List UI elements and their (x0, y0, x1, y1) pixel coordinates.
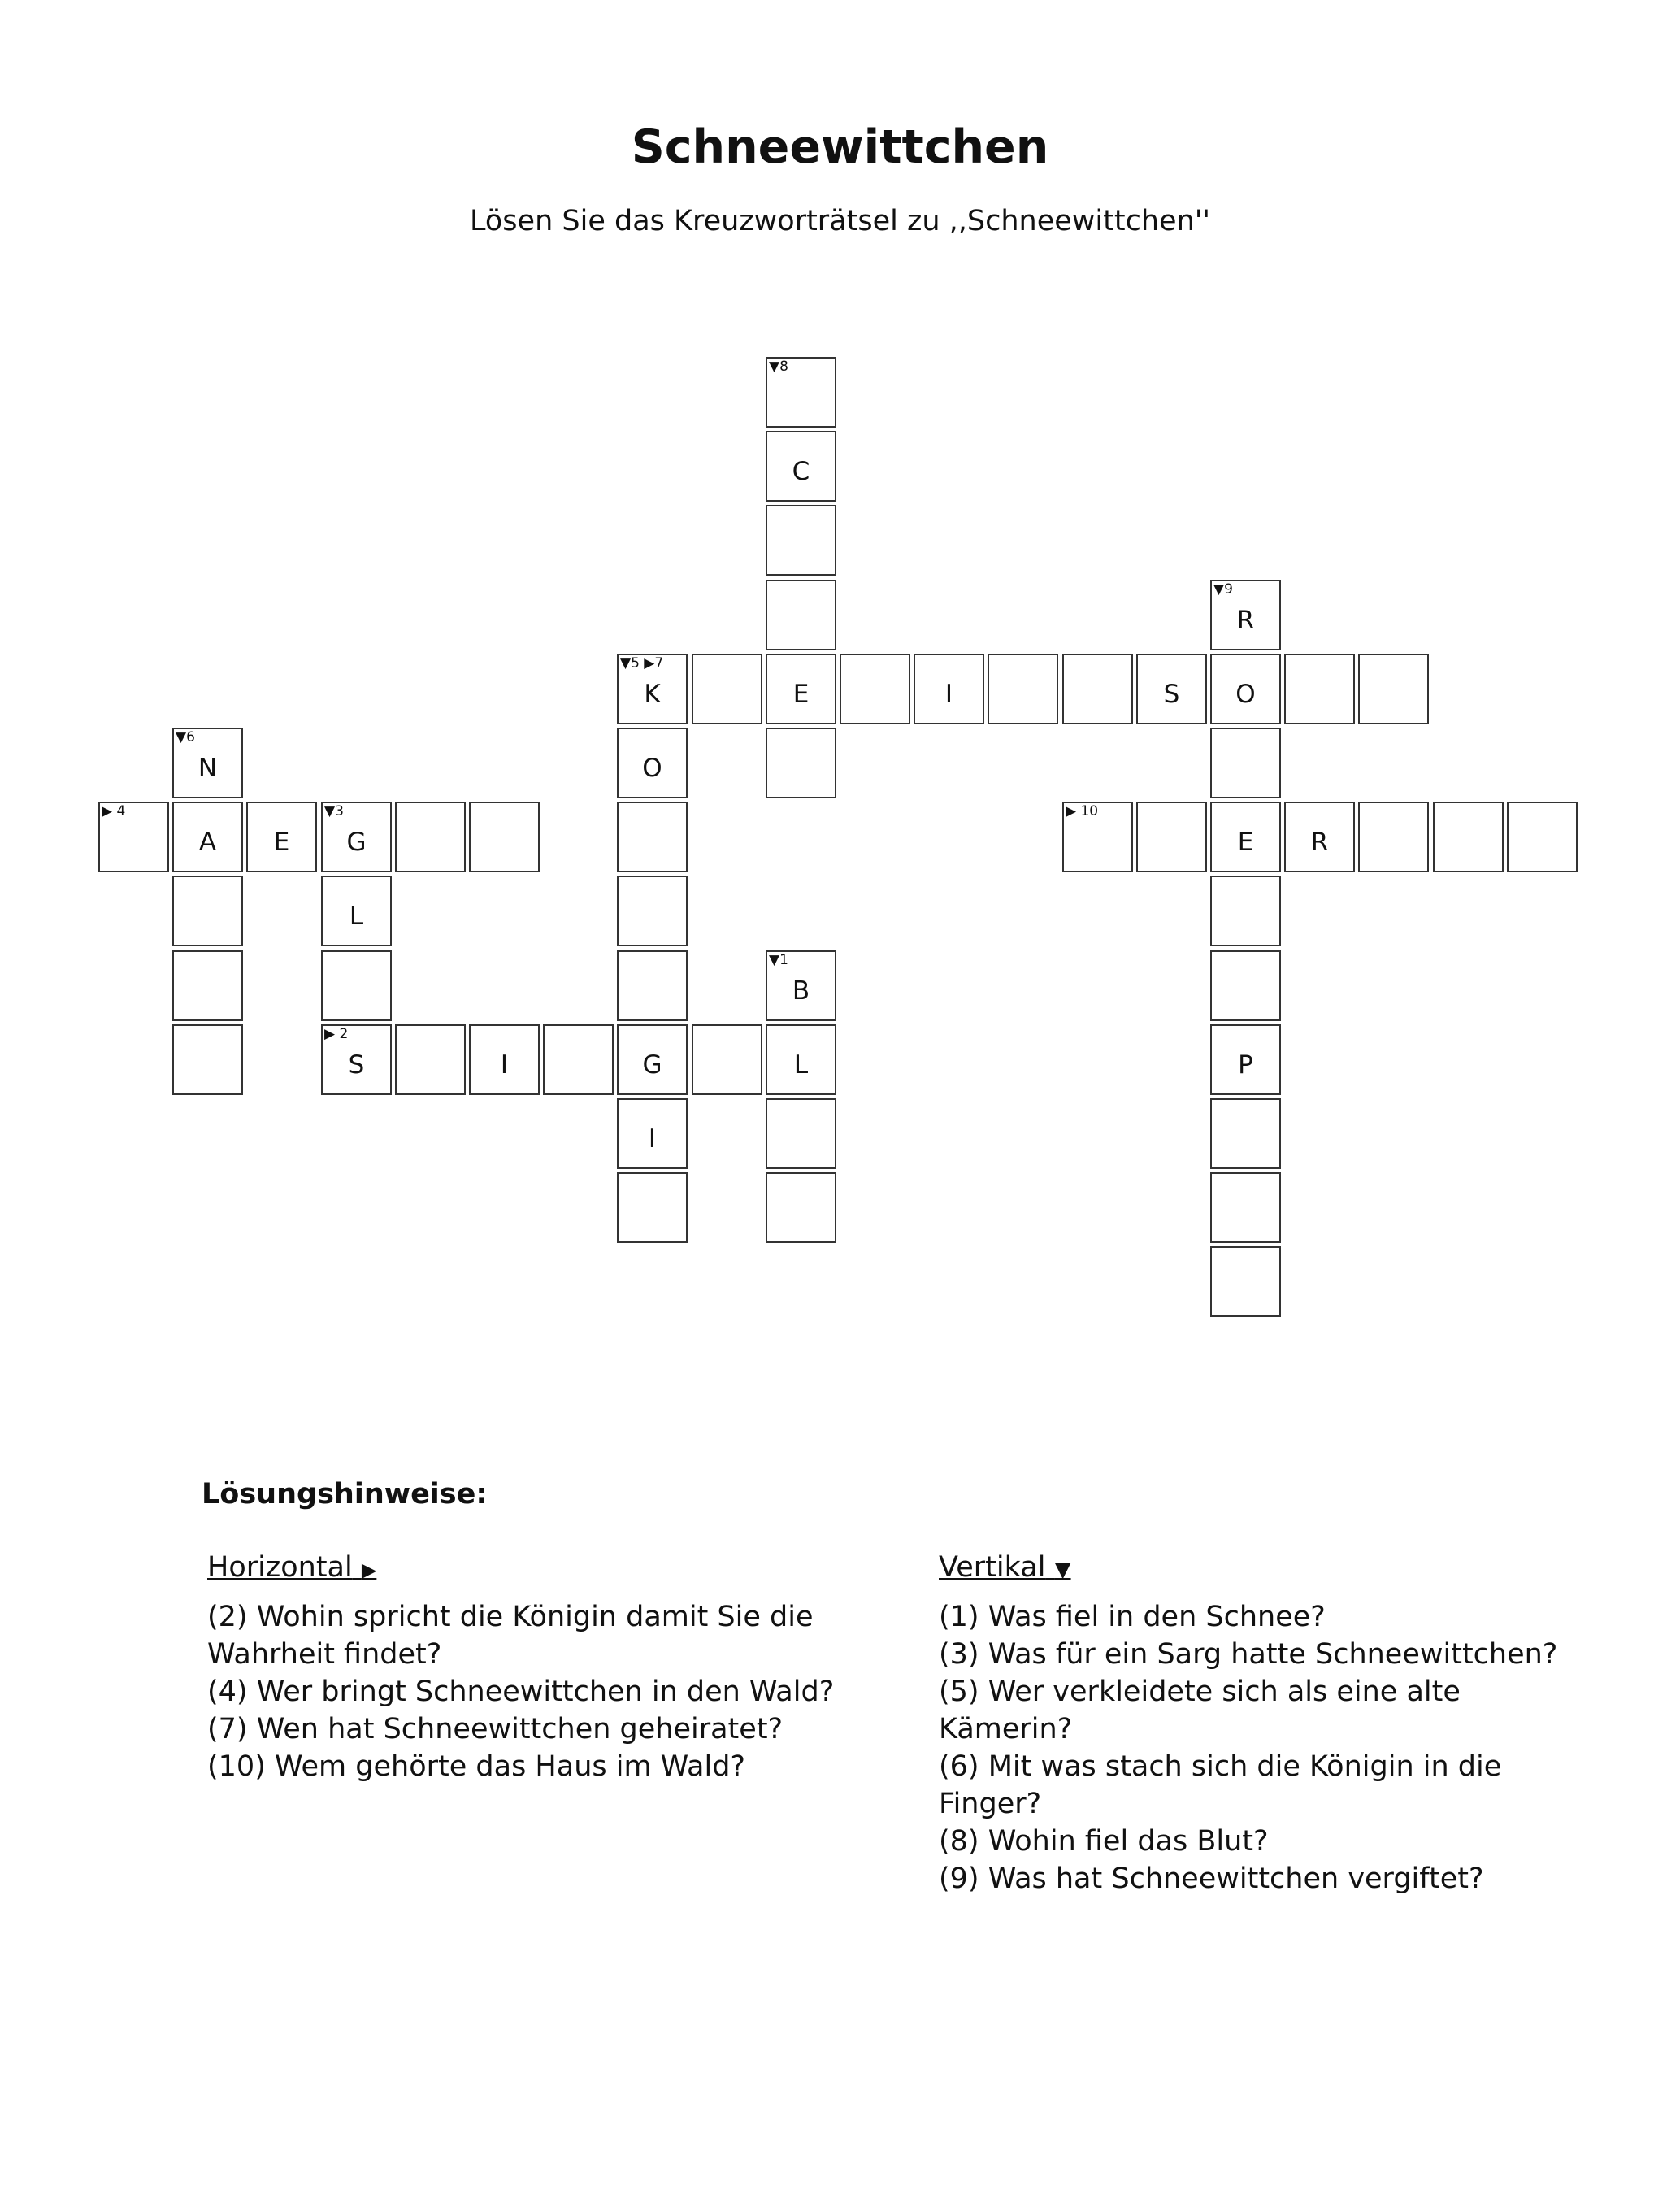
clue-number: ▼1 (769, 952, 788, 968)
clue-item: (7) Wen hat Schneewittchen geheiratet? (207, 1713, 784, 1745)
crossword-cell[interactable] (395, 802, 466, 872)
crossword-cell[interactable] (1136, 654, 1207, 724)
cell-letter: I (500, 1050, 509, 1080)
cell-letter: O (1235, 680, 1256, 709)
crossword-cell[interactable] (1210, 1246, 1281, 1317)
cell-letter: S (1163, 680, 1180, 709)
crossword-cell[interactable] (766, 431, 836, 502)
crossword-cell[interactable] (617, 876, 688, 946)
cell-letter: K (644, 680, 661, 709)
crossword-cell[interactable] (469, 1024, 540, 1095)
crossword-cell[interactable] (321, 1024, 392, 1095)
horizontal-clue-list (207, 1598, 906, 1785)
crossword-cell[interactable] (172, 950, 243, 1021)
cell-letter: A (198, 828, 217, 857)
crossword-cell[interactable] (988, 654, 1058, 724)
cell-letter: O (642, 754, 662, 783)
cell-letter: I (648, 1124, 657, 1154)
vertical-clues-column (939, 1549, 1638, 1897)
crossword-cell[interactable] (692, 1024, 762, 1095)
crossword-cell[interactable] (321, 950, 392, 1021)
cell-letter: L (793, 1050, 809, 1080)
crossword-cell[interactable] (1136, 802, 1207, 872)
crossword-cell[interactable] (1210, 876, 1281, 946)
crossword-cell[interactable] (766, 1172, 836, 1243)
crossword-cell[interactable] (766, 1024, 836, 1095)
right-arrow-icon: ▶ (361, 1558, 377, 1581)
clue-number: ▼5 ▶7 (620, 655, 664, 672)
crossword-cell[interactable] (766, 950, 836, 1021)
crossword-cell[interactable] (1210, 802, 1281, 872)
crossword-cell[interactable] (172, 1024, 243, 1095)
crossword-cell[interactable] (617, 1024, 688, 1095)
clue-item: (5) Wer verkleidete sich als eine alte Kämerin? (939, 1676, 1461, 1745)
crossword-cell[interactable] (766, 357, 836, 428)
crossword-cell[interactable] (617, 950, 688, 1021)
crossword-cell[interactable] (1358, 802, 1429, 872)
clue-item: (4) Wer bringt Schneewittchen in den Wald? (207, 1676, 835, 1708)
vertical-label: Vertikal (939, 1551, 1046, 1584)
crossword-cell[interactable] (1210, 728, 1281, 798)
crossword-cell[interactable] (1210, 1098, 1281, 1169)
cell-letter: C (792, 457, 810, 486)
crossword-cell[interactable] (246, 802, 317, 872)
clue-item: (2) Wohin spricht die Königin damit Sie die Wahrheit findet? (207, 1601, 814, 1671)
vertical-clue-list (939, 1598, 1638, 1897)
clue-number: ▶ 4 (102, 803, 126, 819)
down-arrow-icon: ▼ (1054, 1558, 1071, 1582)
crossword-cell[interactable] (617, 728, 688, 798)
cell-letter: L (349, 902, 364, 931)
clue-item: (6) Mit was stach sich die Königin in die Finger? (939, 1750, 1502, 1820)
crossword-cell[interactable] (172, 728, 243, 798)
crossword-cell[interactable] (1507, 802, 1578, 872)
cell-letter: S (348, 1050, 365, 1080)
crossword-cell[interactable] (766, 580, 836, 650)
cell-letter: E (792, 680, 810, 709)
crossword-cell[interactable] (98, 802, 169, 872)
crossword-cell[interactable] (1284, 802, 1355, 872)
crossword-cell[interactable] (395, 1024, 466, 1095)
crossword-cell[interactable] (617, 1172, 688, 1243)
crossword-cell[interactable] (914, 654, 984, 724)
clue-item: (8) Wohin fiel das Blut? (939, 1825, 1269, 1858)
horizontal-clues-column (207, 1549, 906, 1785)
crossword-cell[interactable] (617, 654, 688, 724)
cell-letter: N (198, 754, 218, 783)
horizontal-heading (207, 1549, 906, 1589)
crossword-cell[interactable] (766, 505, 836, 576)
cell-letter: B (792, 976, 810, 1006)
crossword-cell[interactable] (1210, 1024, 1281, 1095)
cell-letter: G (642, 1050, 662, 1080)
crossword-cell[interactable] (1210, 580, 1281, 650)
vertical-heading (939, 1549, 1638, 1589)
clue-number: ▼8 (769, 359, 788, 375)
crossword-cell[interactable] (617, 802, 688, 872)
clue-number: ▼9 (1213, 581, 1233, 598)
crossword-cell[interactable] (1210, 950, 1281, 1021)
cell-letter: I (944, 680, 953, 709)
crossword-cell[interactable] (469, 802, 540, 872)
crossword-cell[interactable] (1210, 654, 1281, 724)
crossword-cell[interactable] (321, 876, 392, 946)
crossword-cell[interactable] (766, 728, 836, 798)
clue-item: (3) Was für ein Sarg hatte Schneewittchen? (939, 1638, 1558, 1671)
clue-item: (9) Was hat Schneewittchen vergiftet? (939, 1862, 1484, 1895)
crossword-cell[interactable] (172, 802, 243, 872)
clue-item: (1) Was fiel in den Schnee? (939, 1601, 1326, 1633)
cell-letter: G (346, 828, 367, 857)
page-title: Schneewittchen (631, 120, 1049, 174)
crossword-cell[interactable] (1284, 654, 1355, 724)
cell-letter: P (1238, 1050, 1253, 1080)
subtitle: Lösen Sie das Kreuzworträtsel zu ,,Schneewittchen'' (470, 205, 1210, 237)
clue-number: ▼6 (176, 729, 195, 745)
crossword-cell[interactable] (1062, 654, 1133, 724)
cell-letter: R (1236, 606, 1255, 635)
crossword-cell[interactable] (1433, 802, 1504, 872)
crossword-cell[interactable] (172, 876, 243, 946)
crossword-cell[interactable] (543, 1024, 614, 1095)
cell-letter: E (273, 828, 290, 857)
horizontal-label: Horizontal (207, 1551, 353, 1584)
crossword-cell[interactable] (766, 1098, 836, 1169)
clue-number: ▶ 10 (1066, 803, 1099, 819)
clue-number: ▼3 (324, 803, 344, 819)
clue-number: ▶ 2 (324, 1026, 349, 1042)
clue-item: (10) Wem gehörte das Haus im Wald? (207, 1750, 746, 1783)
hints-title: Lösungshinweise: (202, 1478, 488, 1510)
cell-letter: R (1310, 828, 1329, 857)
cell-letter: E (1237, 828, 1254, 857)
crossword-cell[interactable] (321, 802, 392, 872)
crossword-cell[interactable] (840, 654, 910, 724)
crossword-cell[interactable] (766, 654, 836, 724)
crossword-cell[interactable] (1062, 802, 1133, 872)
crossword-cell[interactable] (692, 654, 762, 724)
crossword-cell[interactable] (1358, 654, 1429, 724)
crossword-cell[interactable] (1210, 1172, 1281, 1243)
crossword-cell[interactable] (617, 1098, 688, 1169)
